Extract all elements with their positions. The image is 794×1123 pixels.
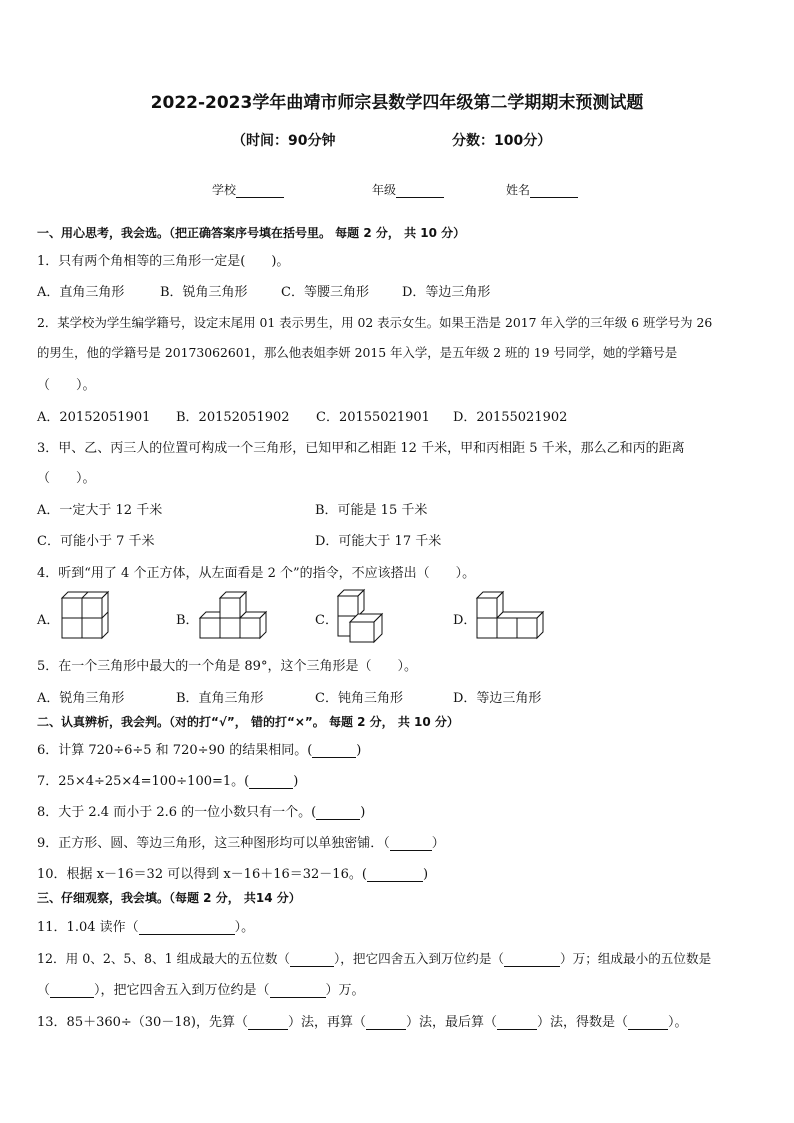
q4-option-b[interactable]: B．	[176, 613, 199, 628]
question-10	[37, 863, 428, 882]
q4-figure-c	[336, 588, 388, 644]
question-6-text: 6．计算 720÷6÷5 和 720÷90 的结果相同。(	[37, 743, 313, 758]
question-12-line-1	[37, 948, 711, 967]
q5-option-b[interactable]: B．直角三角形	[176, 691, 264, 706]
q4-option-d[interactable]: D．	[453, 613, 477, 628]
q13-blank-1[interactable]	[248, 1016, 288, 1030]
q11-answer-blank[interactable]	[139, 921, 235, 935]
question-12-text-e: ），把它四舍五入到万位约是（	[94, 983, 270, 998]
question-12-text-c: ）万；组成最小的五位数是	[560, 951, 712, 966]
question-12-line-2	[37, 979, 365, 998]
q10-answer-blank[interactable]	[367, 868, 423, 882]
question-3-line-2: （ ）。	[37, 471, 96, 486]
q11-close-paren: ）。	[234, 920, 255, 935]
q4-figure-b	[198, 590, 268, 640]
name-label: 姓名	[506, 183, 531, 197]
q10-close-paren: )	[422, 867, 429, 882]
q3-option-a[interactable]: A．一定大于 12 千米	[37, 503, 163, 518]
question-2-line-3: （ ）。	[37, 378, 96, 393]
q12-blank-2[interactable]	[504, 953, 560, 967]
q5-option-a[interactable]: A．锐角三角形	[37, 691, 125, 706]
q12-blank-4[interactable]	[270, 984, 326, 998]
question-1: 1．只有两个角相等的三角形一定是( )。	[37, 254, 290, 269]
q5-option-d[interactable]: D．等边三角形	[453, 691, 542, 706]
q7-close-paren: )	[293, 774, 299, 789]
question-2-line-1: 2．某学校为学生编学籍号，设定末尾用 01 表示男生，用 02 表示女生。如果王浩是 2017 年入学的三年级 6 班学号为 26	[37, 315, 713, 330]
question-13-text-d: ）法，得数是（	[536, 1015, 628, 1030]
question-12-text-a: 12．用 0、2、5、8、1 组成最大的五位数（	[37, 951, 291, 966]
question-9	[37, 832, 445, 851]
section-1-heading: 一、用心思考，我会选。（把正确答案序号填在括号里。 每题 2 分， 共 10 分）	[37, 226, 466, 240]
grade-label: 年级	[372, 183, 397, 197]
school-field	[212, 181, 284, 198]
q8-answer-blank[interactable]	[316, 806, 360, 820]
name-field	[506, 181, 578, 198]
q1-option-a[interactable]: A．直角三角形	[37, 285, 125, 300]
q12-blank-1[interactable]	[290, 953, 334, 967]
question-11	[37, 916, 254, 935]
q4-option-c[interactable]: C．	[315, 613, 338, 628]
question-7-text: 7．25×4÷25×4=100÷100=1。(	[37, 774, 250, 789]
question-5: 5．在一个三角形中最大的一个角是 89°，这个三角形是（ ）。	[37, 659, 417, 674]
question-3-line-1: 3．甲、乙、丙三人的位置可构成一个三角形，已知甲和乙相距 12 千米，甲和丙相距 5 千米，那么乙和丙的距离	[37, 441, 685, 456]
school-blank[interactable]	[236, 183, 284, 198]
page-title: 2022-2023学年曲靖市师宗县数学四年级第二学期期末预测试题	[150, 93, 644, 113]
q9-close-paren: ）	[431, 836, 445, 851]
question-13-text-c: ）法，最后算（	[405, 1015, 497, 1030]
section-2-heading: 二、认真辨析，我会判。（对的打“√”， 错的打“×”。 每题 2 分， 共 10 分）	[37, 715, 459, 729]
q6-close-paren: )	[356, 743, 362, 758]
question-9-text: 9．正方形、圆、等边三角形，这三种图形均可以单独密铺．（	[37, 836, 390, 851]
q2-option-a[interactable]: A．20152051901	[37, 410, 151, 425]
q8-close-paren: )	[360, 805, 366, 820]
time-label: （时间：90分钟	[232, 133, 336, 149]
question-11-text: 11．1.04 读作（	[37, 920, 139, 935]
question-13-text-b: ）法，再算（	[287, 1015, 366, 1030]
question-8	[37, 801, 365, 820]
question-7	[37, 770, 298, 789]
question-12-text-b: ），把它四舍五入到万位约是（	[334, 951, 505, 966]
q3-option-d[interactable]: D．可能大于 17 千米	[315, 534, 442, 549]
q1-option-c[interactable]: C．等腰三角形	[281, 285, 369, 300]
q7-answer-blank[interactable]	[249, 775, 293, 789]
q2-option-c[interactable]: C．20155021901	[316, 410, 430, 425]
question-13	[37, 1011, 688, 1030]
q4-figure-a	[60, 590, 110, 640]
name-blank[interactable]	[530, 183, 578, 198]
section-3-heading: 三、仔细观察，我会填。（每题 2 分， 共14 分）	[37, 891, 301, 905]
q6-answer-blank[interactable]	[312, 744, 356, 758]
question-6	[37, 739, 361, 758]
question-12-text-f: ）万。	[325, 983, 365, 998]
q5-option-c[interactable]: C．钝角三角形	[315, 691, 403, 706]
q13-blank-3[interactable]	[497, 1016, 537, 1030]
q13-blank-4[interactable]	[628, 1016, 668, 1030]
question-13-text-e: ）。	[668, 1015, 688, 1030]
q2-option-b[interactable]: B．20152051902	[176, 410, 290, 425]
question-2-line-2: 的男生，他的学籍号是 20173062601，那么他表姐李妍 2015 年入学，是五年级 2 班的 19 号同学，她的学籍号是	[37, 345, 678, 360]
q3-option-b[interactable]: B．可能是 15 千米	[315, 503, 428, 518]
question-8-text: 8．大于 2.4 而小于 2.6 的一位小数只有一个。(	[37, 805, 317, 820]
q9-answer-blank[interactable]	[390, 837, 432, 851]
question-13-text-a: 13．85＋360÷（30－18)，先算（	[37, 1015, 248, 1030]
q3-option-c[interactable]: C．可能小于 7 千米	[37, 534, 155, 549]
score-label: 分数：100分）	[452, 133, 552, 149]
q1-option-b[interactable]: B．锐角三角形	[160, 285, 248, 300]
grade-blank[interactable]	[396, 183, 444, 198]
q12-blank-3[interactable]	[50, 984, 94, 998]
question-4: 4．听到“用了 4 个正方体，从左面看是 2 个”的指令，不应该搭出（ ）。	[37, 566, 476, 581]
question-10-text: 10．根据 x－16＝32 可以得到 x－16＋16＝32－16。(	[37, 867, 367, 882]
q4-figure-d	[475, 590, 545, 640]
q1-option-d[interactable]: D．等边三角形	[402, 285, 491, 300]
question-12-text-d: （	[37, 983, 51, 998]
q2-option-d[interactable]: D．20155021902	[453, 410, 568, 425]
grade-field	[372, 181, 444, 198]
school-label: 学校	[212, 183, 237, 197]
q13-blank-2[interactable]	[366, 1016, 406, 1030]
q4-option-a[interactable]: A．	[37, 613, 60, 628]
